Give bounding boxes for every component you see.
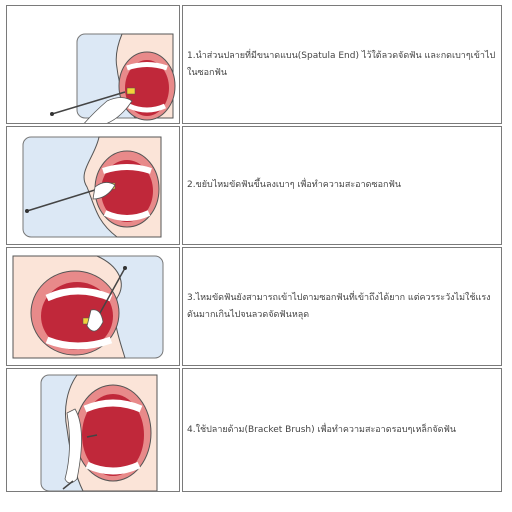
step-row-3 (6, 247, 502, 366)
step-1-illustration (7, 6, 179, 123)
step-2-text: 2.ขยับไหมขัดฟันขึ้นลงเบาๆ เพื่อทำความสะอาดซอกฟัน (182, 126, 502, 245)
instruction-table (4, 3, 504, 494)
step-2-illustration (7, 127, 179, 244)
step-4-text: 4.ใช้ปลายด้าม(Bracket Brush) เพื่อทำความสะอาดรอบๆเหล็กจัดฟัน (182, 368, 502, 492)
step-4-illustration-cell (6, 368, 180, 492)
step-4-illustration (7, 369, 179, 491)
step-3-text: 3.ไหมขัดฟันยังสามารถเข้าไปตามซอกฟันที่เข้าถึงได้ยาก แต่ควรระวังไม่ใช้แรงดันมากเกินไปจนลวดจัดฟันหลุด (182, 247, 502, 366)
step-2-illustration-cell (6, 126, 180, 245)
step-3-illustration-cell (6, 247, 180, 366)
step-row-1 (6, 5, 502, 124)
step-1-text: 1.นำส่วนปลายที่มีขนาดแบน(Spatula End) ไว้ใต้ลวดจัดฟัน และกดเบาๆเข้าไปในซอกฟัน (182, 5, 502, 124)
step-1-illustration-cell (6, 5, 180, 124)
step-3-illustration (7, 248, 179, 365)
step-row-4 (6, 368, 502, 492)
step-row-2 (6, 126, 502, 245)
